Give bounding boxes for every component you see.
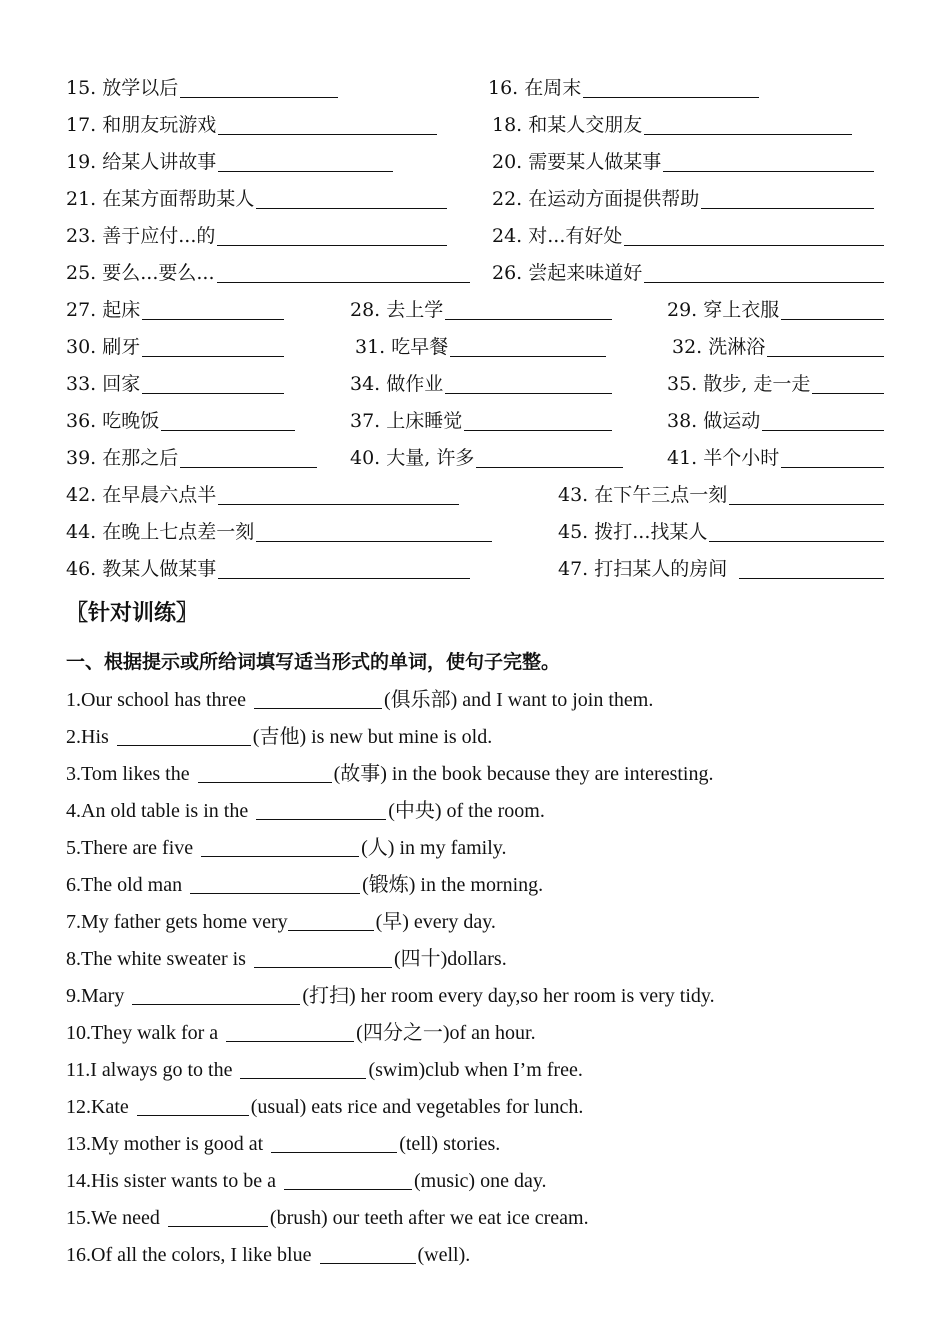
sentence-end: (吉他) is new but mine is old.	[252, 726, 493, 748]
exercise-sentence	[66, 1089, 583, 1119]
answer-blank[interactable]	[132, 986, 300, 1005]
vocab-item	[667, 292, 884, 322]
section-title: 〖针对训练〗	[66, 601, 199, 626]
answer-blank[interactable]	[218, 151, 393, 172]
answer-blank[interactable]	[271, 1134, 397, 1153]
exercise-sentence	[66, 904, 496, 934]
vocab-item	[492, 107, 852, 137]
exercise-sentence	[66, 867, 543, 897]
answer-blank[interactable]	[254, 949, 392, 968]
vocab-item	[66, 70, 338, 100]
answer-blank[interactable]	[256, 801, 386, 820]
answer-blank[interactable]	[180, 447, 317, 468]
answer-blank[interactable]	[445, 299, 612, 320]
vocab-row	[0, 218, 950, 248]
answer-blank[interactable]	[644, 114, 852, 135]
answer-blank[interactable]	[767, 336, 884, 357]
sentence-end: (music) one day.	[413, 1170, 547, 1192]
exercise-sentence	[66, 1052, 583, 1082]
vocab-item	[66, 218, 447, 248]
sentence-end: (usual) eats rice and vegetables for lunch.	[250, 1096, 584, 1118]
vocab-label: 42. 在早晨六点半	[66, 484, 217, 506]
answer-blank[interactable]	[476, 447, 623, 468]
vocab-item	[66, 514, 492, 544]
vocab-item	[558, 551, 884, 581]
sentence-end: (锻炼) in the morning.	[362, 874, 544, 896]
vocab-item	[558, 477, 884, 507]
vocab-label: 35. 散步, 走一走	[667, 373, 811, 395]
sentence-start: 15.We need	[66, 1207, 160, 1229]
vocab-item	[672, 329, 884, 359]
answer-blank[interactable]	[624, 225, 884, 246]
exercise-sentence	[66, 830, 506, 860]
vocab-item	[66, 551, 470, 581]
answer-blank[interactable]	[781, 447, 884, 468]
vocab-label: 30. 刷牙	[66, 336, 141, 358]
vocab-item	[350, 403, 612, 433]
vocab-label: 20. 需要某人做某事	[492, 151, 662, 173]
vocab-item	[66, 181, 447, 211]
vocab-item	[492, 255, 884, 285]
answer-blank[interactable]	[168, 1208, 268, 1227]
answer-blank[interactable]	[218, 114, 437, 135]
answer-blank[interactable]	[445, 373, 612, 394]
answer-blank[interactable]	[583, 77, 759, 98]
answer-blank[interactable]	[180, 77, 338, 98]
vocab-label: 37. 上床睡觉	[350, 410, 463, 432]
sentence-end: (故事) in the book because they are interesting.	[333, 763, 714, 785]
vocab-item	[558, 514, 884, 544]
vocab-row	[0, 551, 950, 581]
vocab-label: 22. 在运动方面提供帮助	[492, 188, 700, 210]
answer-blank[interactable]	[709, 521, 884, 542]
answer-blank[interactable]	[161, 410, 295, 431]
exercise-sentence	[66, 682, 653, 712]
vocab-item	[667, 366, 884, 396]
sentence-start: 3.Tom likes the	[66, 763, 190, 785]
exercise-sentence	[66, 1163, 547, 1193]
vocab-item	[350, 440, 623, 470]
sentence-end: (早) every day.	[375, 911, 496, 933]
sentence-end: (well).	[417, 1244, 471, 1266]
vocab-item	[66, 477, 459, 507]
exercise-title: 一、根据提示或所给词填写适当形式的单词，使句子完整。	[66, 651, 561, 673]
exercise-sentence	[66, 1126, 500, 1156]
answer-blank[interactable]	[198, 764, 332, 783]
sentence-start: 13.My mother is good at	[66, 1133, 264, 1155]
vocab-label: 21. 在某方面帮助某人	[66, 188, 255, 210]
vocab-item	[66, 107, 437, 137]
answer-blank[interactable]	[320, 1245, 416, 1264]
sentence-end: (swim)club when I’m free.	[368, 1059, 583, 1081]
vocab-label: 24. 对...有好处	[492, 225, 623, 247]
vocab-row	[0, 107, 950, 137]
exercise-sentence	[66, 756, 713, 786]
vocab-label: 17. 和朋友玩游戏	[66, 114, 217, 136]
answer-blank[interactable]	[288, 912, 374, 931]
answer-blank[interactable]	[762, 410, 884, 431]
vocab-row	[0, 440, 950, 470]
sentence-end: (tell) stories.	[399, 1133, 501, 1155]
sentence-end: (中央) of the room.	[388, 800, 545, 822]
vocab-row	[0, 329, 950, 359]
vocab-item	[488, 70, 759, 100]
vocab-label: 16. 在周末	[488, 77, 582, 99]
answer-blank[interactable]	[142, 336, 284, 357]
answer-blank[interactable]	[739, 558, 884, 579]
vocab-item	[492, 181, 874, 211]
vocab-row	[0, 70, 950, 100]
vocab-item	[667, 403, 884, 433]
answer-blank[interactable]	[201, 838, 359, 857]
vocab-label: 34. 做作业	[350, 373, 444, 395]
sentence-start: 14.His sister wants to be a	[66, 1170, 276, 1192]
vocab-label: 18. 和某人交朋友	[492, 114, 643, 136]
sentence-start: 2.His	[66, 726, 109, 748]
answer-blank[interactable]	[729, 484, 884, 505]
vocab-item	[350, 366, 612, 396]
vocab-label: 23. 善于应付...的	[66, 225, 216, 247]
vocab-item	[667, 440, 884, 470]
answer-blank[interactable]	[217, 262, 471, 283]
vocab-item	[66, 144, 393, 174]
exercise-sentence	[66, 793, 545, 823]
sentence-start: 12.Kate	[66, 1096, 129, 1118]
sentence-end: (人) in my family.	[361, 837, 507, 859]
answer-blank[interactable]	[218, 484, 459, 505]
answer-blank[interactable]	[217, 225, 447, 246]
vocab-label: 43. 在下午三点一刻	[558, 484, 728, 506]
answer-blank[interactable]	[142, 373, 284, 394]
vocab-row	[0, 514, 950, 544]
vocab-label: 39. 在那之后	[66, 447, 179, 469]
sentence-start: 6.The old man	[66, 874, 183, 896]
vocab-label: 32. 洗淋浴	[672, 336, 766, 358]
vocab-label: 25. 要么...要么...	[66, 262, 215, 284]
vocab-label: 27. 起床	[66, 299, 141, 321]
exercise-sentence	[66, 978, 715, 1008]
vocab-row	[0, 144, 950, 174]
answer-blank[interactable]	[117, 727, 251, 746]
vocab-label: 36. 吃晚饭	[66, 410, 160, 432]
vocab-item	[66, 366, 284, 396]
exercise-sentence	[66, 1200, 589, 1230]
answer-blank[interactable]	[240, 1060, 366, 1079]
sentence-start: 16.Of all the colors, I like blue	[66, 1244, 312, 1266]
sentence-start: 1.Our school has three	[66, 689, 246, 711]
vocab-label: 19. 给某人讲故事	[66, 151, 217, 173]
answer-blank[interactable]	[663, 151, 874, 172]
vocab-row	[0, 255, 950, 285]
vocab-item	[492, 218, 884, 248]
answer-blank[interactable]	[701, 188, 874, 209]
vocab-label: 31. 吃早餐	[355, 336, 449, 358]
sentence-start: 4.An old table is in the	[66, 800, 249, 822]
vocab-label: 29. 穿上衣服	[667, 299, 780, 321]
sentence-end: (brush) our teeth after we eat ice cream.	[269, 1207, 589, 1229]
vocab-label: 40. 大量, 许多	[350, 447, 475, 469]
sentence-end: (四分之一)of an hour.	[356, 1022, 536, 1044]
answer-blank[interactable]	[644, 262, 884, 283]
vocab-item	[66, 255, 470, 285]
sentence-end: (四十)dollars.	[393, 948, 507, 970]
vocab-item	[66, 403, 295, 433]
answer-blank[interactable]	[781, 299, 884, 320]
sentence-start: 7.My father gets home very	[66, 911, 288, 933]
answer-blank[interactable]	[450, 336, 606, 357]
answer-blank[interactable]	[226, 1023, 354, 1042]
vocab-row	[0, 403, 950, 433]
vocab-item	[66, 292, 284, 322]
vocab-label: 46. 教某人做某事	[66, 558, 217, 580]
sentence-start: 5.There are five	[66, 837, 194, 859]
answer-blank[interactable]	[254, 690, 382, 709]
vocab-row	[0, 181, 950, 211]
answer-blank[interactable]	[190, 875, 360, 894]
exercise-sentence	[66, 719, 492, 749]
answer-blank[interactable]	[256, 521, 492, 542]
vocab-item	[350, 292, 612, 322]
sentence-end: (打扫) her room every day,so her room is very tidy.	[302, 985, 715, 1007]
sentence-start: 11.I always go to the	[66, 1059, 233, 1081]
exercise-sentence	[66, 1015, 536, 1045]
vocab-label: 41. 半个小时	[667, 447, 780, 469]
answer-blank[interactable]	[256, 188, 447, 209]
vocab-label: 44. 在晚上七点差一刻	[66, 521, 255, 543]
vocab-item	[66, 440, 317, 470]
answer-blank[interactable]	[142, 299, 284, 320]
vocab-label: 28. 去上学	[350, 299, 444, 321]
vocab-label: 26. 尝起来味道好	[492, 262, 643, 284]
exercise-sentence	[66, 1237, 470, 1267]
sentence-start: 9.Mary	[66, 985, 125, 1007]
vocab-label: 33. 回家	[66, 373, 141, 395]
vocab-label: 47. 打扫某人的房间	[558, 558, 728, 580]
vocab-row	[0, 366, 950, 396]
answer-blank[interactable]	[464, 410, 612, 431]
answer-blank[interactable]	[137, 1097, 249, 1116]
sentence-start: 8.The white sweater is	[66, 948, 246, 970]
vocab-label: 15. 放学以后	[66, 77, 179, 99]
vocab-row	[0, 292, 950, 322]
vocab-item	[492, 144, 874, 174]
vocab-label: 38. 做运动	[667, 410, 761, 432]
answer-blank[interactable]	[812, 373, 884, 394]
vocab-label: 45. 拨打...找某人	[558, 521, 708, 543]
answer-blank[interactable]	[284, 1171, 412, 1190]
vocab-item	[355, 329, 606, 359]
sentence-start: 10.They walk for a	[66, 1022, 219, 1044]
exercise-sentence	[66, 941, 507, 971]
vocab-item	[66, 329, 284, 359]
vocab-row	[0, 477, 950, 507]
answer-blank[interactable]	[218, 558, 470, 579]
sentence-end: (俱乐部) and I want to join them.	[383, 689, 654, 711]
